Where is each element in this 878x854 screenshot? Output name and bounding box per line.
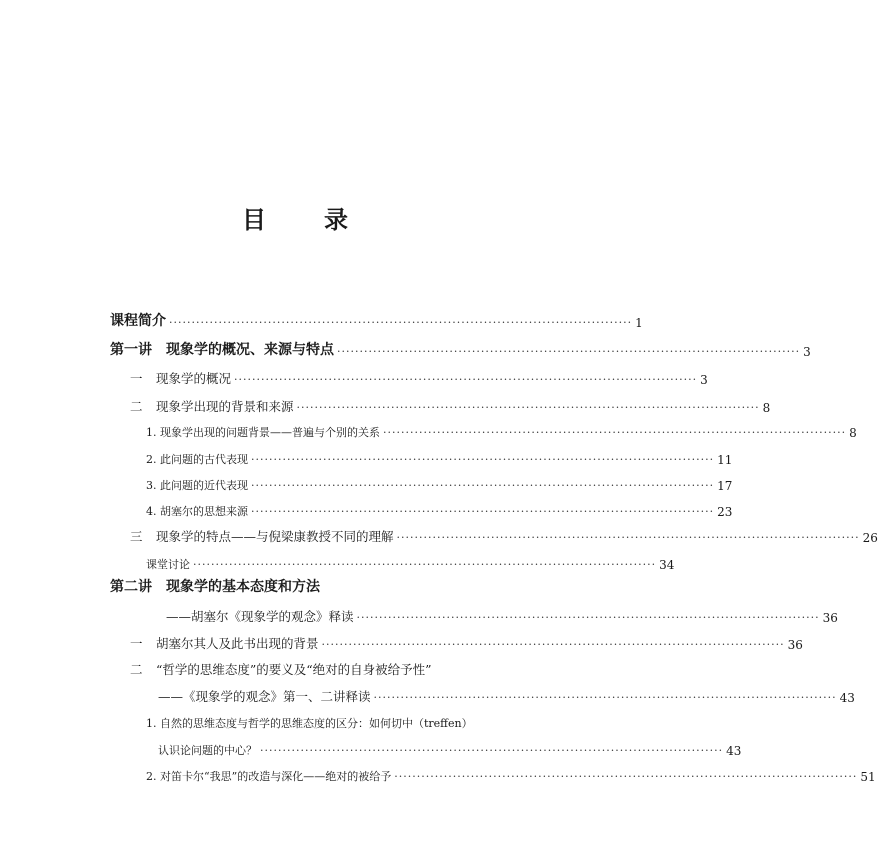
toc-entry-label: ——胡塞尔《现象学的观念》释读 — [166, 609, 354, 624]
toc-section-number: 二 — [130, 662, 143, 677]
toc-entry[interactable] — [130, 656, 498, 678]
toc-leader: ······································································································· — [251, 479, 715, 492]
toc-page-number: 8 — [762, 401, 771, 415]
toc-page-number: 36 — [787, 638, 803, 652]
toc-leader: ······································································································· — [193, 558, 657, 571]
toc-entry-label: 1. 现象学出现的问题背景——普遍与个别的关系 — [146, 426, 380, 439]
toc-entry[interactable] — [146, 445, 733, 467]
toc-entry-label: 2. 此问题的古代表现 — [146, 453, 248, 466]
toc-page-number: 43 — [726, 744, 742, 758]
toc-entry-label: 课程简介 — [110, 313, 166, 329]
toc-entry[interactable] — [110, 337, 811, 359]
toc-leader: ······································································································· — [321, 638, 785, 651]
toc-entry-label: 认识论问题的中心？ — [158, 744, 257, 757]
toc-entry-label: 一 现象学的概况 — [130, 371, 232, 386]
toc-entry-label: 课堂讨论 — [146, 558, 190, 571]
toc-page-number: 23 — [717, 505, 733, 519]
toc-entry[interactable] — [110, 574, 498, 596]
toc-entry[interactable] — [146, 550, 675, 572]
toc-leader: ······································································································· — [337, 345, 801, 358]
toc-entry-label: 第二讲 现象学的基本态度和方法 — [110, 579, 320, 595]
toc-entry[interactable] — [130, 365, 708, 387]
toc-entry[interactable] — [146, 762, 876, 784]
toc-entry[interactable] — [110, 308, 643, 330]
toc-leader: ······································································································· — [260, 744, 724, 757]
toc-page-number: 51 — [860, 770, 876, 784]
toc-leader: ······································································································· — [383, 426, 847, 439]
toc-entry[interactable] — [158, 683, 855, 705]
toc-section-number: 三 — [130, 529, 143, 544]
toc-entry-label: 1. 自然的思维态度与哲学的思维态度的区分：如何切中（treffen） — [146, 717, 473, 730]
toc-page-number: 34 — [659, 558, 675, 572]
toc-page-number: 36 — [822, 611, 838, 625]
toc-entry[interactable] — [166, 603, 838, 625]
toc-page-number: 3 — [700, 373, 708, 387]
toc-entry-label: 3. 此问题的近代表现 — [146, 479, 248, 492]
toc-entry[interactable] — [146, 418, 857, 440]
toc-entry[interactable] — [146, 471, 733, 493]
toc-page-number: 3 — [803, 345, 811, 359]
toc-entry[interactable] — [146, 497, 733, 519]
toc-entry[interactable] — [146, 709, 498, 731]
toc-section-number: 二 — [130, 399, 143, 414]
toc-page-number: 26 — [862, 531, 878, 545]
toc-leader: ······································································································· — [373, 691, 837, 704]
toc-page-number: 43 — [839, 691, 855, 705]
toc-entry-label: 二 现象学出现的背景和来源 — [130, 399, 294, 414]
title-char-2: 录 — [324, 206, 350, 234]
title-char-1: 目 — [242, 206, 268, 234]
toc-leader: ······································································································· — [296, 401, 760, 414]
toc-page-number: 11 — [717, 453, 733, 467]
toc-entry-label: 4. 胡塞尔的思想来源 — [146, 505, 248, 518]
toc-entry[interactable] — [130, 393, 771, 415]
toc-entry-label: 2. 对笛卡尔“我思”的改造与深化——绝对的被给予 — [146, 770, 392, 783]
toc-page-number: 8 — [849, 426, 857, 440]
toc-entry[interactable] — [158, 736, 742, 758]
toc-entry[interactable] — [130, 630, 803, 652]
toc-section-number: 一 — [130, 371, 143, 386]
toc-entry-label: ——《现象学的观念》第一、二讲释读 — [158, 689, 371, 704]
page-title — [0, 200, 592, 235]
toc-leader: ······································································································· — [251, 453, 715, 466]
toc-leader: ······································································································· — [394, 770, 858, 783]
toc-leader: ······································································································· — [234, 373, 698, 386]
toc-leader: ······································································································· — [251, 505, 715, 518]
toc-entry-label: 一 胡塞尔其人及此书出现的背景 — [130, 636, 319, 651]
toc-entry-label: 三 现象学的特点——与倪梁康教授不同的理解 — [130, 529, 394, 544]
toc-entry-label: 第一讲 现象学的概况、来源与特点 — [110, 342, 334, 358]
toc-leader: ······································································································· — [396, 531, 860, 544]
toc-leader: ······································································································· — [169, 316, 633, 329]
toc-section-number: 一 — [130, 636, 143, 651]
toc-leader: ······································································································· — [356, 611, 820, 624]
toc-page-number: 1 — [635, 316, 643, 330]
toc-entry[interactable] — [130, 523, 878, 545]
toc-page-number: 17 — [717, 479, 733, 493]
toc-entry-label: 二 “哲学的思维态度”的要义及“绝对的自身被给予性” — [130, 662, 432, 677]
